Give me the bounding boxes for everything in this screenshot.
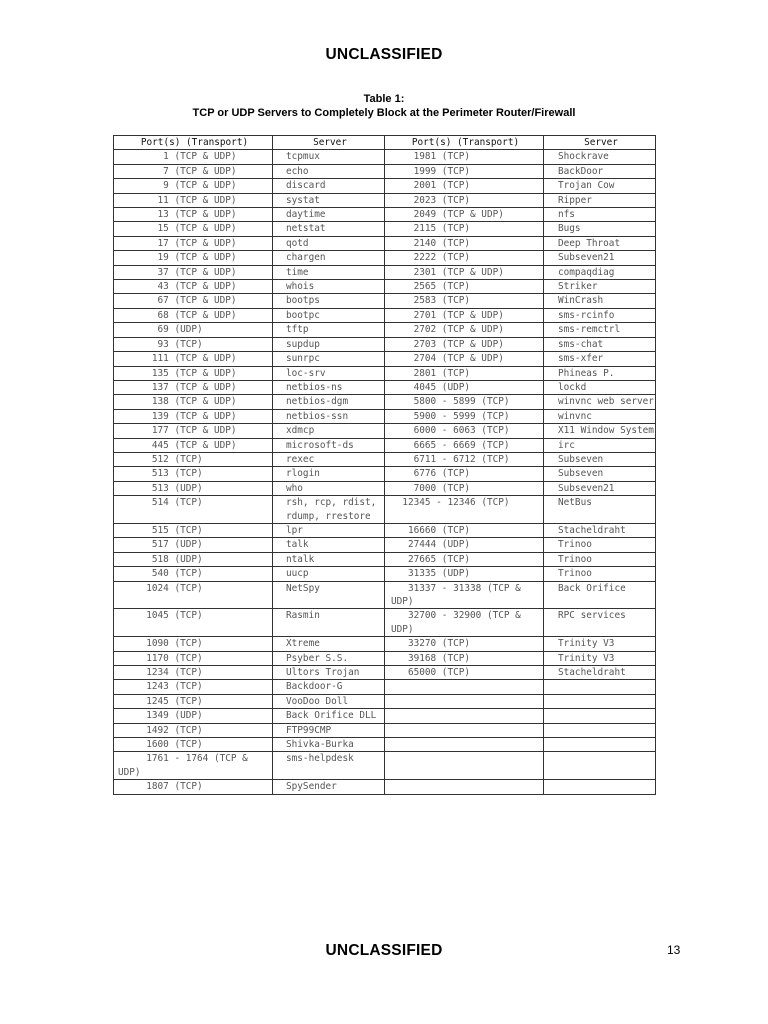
row-server-2: RPC services — [544, 609, 656, 637]
table-row — [114, 308, 656, 322]
row-ports: 19 (TCP & UDP) — [114, 251, 273, 265]
row-server: talk — [273, 538, 385, 552]
header-server-2: Server — [544, 136, 656, 150]
row-ports-2: 39168 (TCP) — [385, 651, 544, 665]
row-server: whois — [273, 280, 385, 294]
row-server-2: irc — [544, 438, 656, 452]
row-server-2: nfs — [544, 208, 656, 222]
row-ports: 1045 (TCP) — [114, 609, 273, 637]
row-ports: 1 (TCP & UDP) — [114, 150, 273, 164]
table-row — [114, 366, 656, 380]
row-ports-2: 2583 (TCP) — [385, 294, 544, 308]
row-server-2 — [544, 738, 656, 752]
row-server: sunrpc — [273, 352, 385, 366]
row-server: bootpc — [273, 308, 385, 322]
row-ports: 13 (TCP & UDP) — [114, 208, 273, 222]
table-row — [114, 780, 656, 794]
row-ports-2: 2115 (TCP) — [385, 222, 544, 236]
row-ports-2: 2001 (TCP) — [385, 179, 544, 193]
row-server: loc-srv — [273, 366, 385, 380]
row-ports: 111 (TCP & UDP) — [114, 352, 273, 366]
row-ports-2: 7000 (TCP) — [385, 481, 544, 495]
row-server: ntalk — [273, 552, 385, 566]
row-ports-2: 2702 (TCP & UDP) — [385, 323, 544, 337]
row-server: netbios-ns — [273, 380, 385, 394]
table-row — [114, 409, 656, 423]
row-server-2: winvnc — [544, 409, 656, 423]
row-ports: 1090 (TCP) — [114, 637, 273, 651]
table-row — [114, 193, 656, 207]
row-ports: 17 (TCP & UDP) — [114, 236, 273, 250]
row-server: rsh, rcp, rdist, rdump, rrestore — [273, 496, 385, 524]
row-ports: 7 (TCP & UDP) — [114, 164, 273, 178]
row-server-2: Subseven — [544, 452, 656, 466]
footer-classification: UNCLASSIFIED — [325, 942, 443, 959]
row-ports-2: 27665 (TCP) — [385, 552, 544, 566]
row-server-2: WinCrash — [544, 294, 656, 308]
row-ports-2: 65000 (TCP) — [385, 666, 544, 680]
row-ports: 37 (TCP & UDP) — [114, 265, 273, 279]
row-server-2 — [544, 694, 656, 708]
row-server-2: Shockrave — [544, 150, 656, 164]
row-server-2: Trinity V3 — [544, 651, 656, 665]
row-ports: 518 (UDP) — [114, 552, 273, 566]
table-row — [114, 609, 656, 637]
ports-table — [113, 135, 656, 795]
table-row — [114, 481, 656, 495]
row-ports-2: 5900 - 5999 (TCP) — [385, 409, 544, 423]
row-ports: 1170 (TCP) — [114, 651, 273, 665]
row-ports-2: 32700 - 32900 (TCP & UDP) — [385, 609, 544, 637]
row-ports-2: 6711 - 6712 (TCP) — [385, 452, 544, 466]
row-server: time — [273, 265, 385, 279]
row-server: NetSpy — [273, 581, 385, 609]
header-classification: UNCLASSIFIED — [325, 46, 443, 63]
row-ports-2: 2140 (TCP) — [385, 236, 544, 250]
row-ports-2: 5800 - 5899 (TCP) — [385, 395, 544, 409]
row-server-2: Striker — [544, 280, 656, 294]
row-ports: 15 (TCP & UDP) — [114, 222, 273, 236]
table-body — [114, 150, 656, 794]
row-ports-2: 2023 (TCP) — [385, 193, 544, 207]
row-server: lpr — [273, 523, 385, 537]
row-server-2: sms-chat — [544, 337, 656, 351]
table-row — [114, 538, 656, 552]
row-server: discard — [273, 179, 385, 193]
row-ports-2: 2701 (TCP & UDP) — [385, 308, 544, 322]
row-ports: 1349 (UDP) — [114, 709, 273, 723]
table-row — [114, 666, 656, 680]
row-server-2: lockd — [544, 380, 656, 394]
row-server: netbios-ssn — [273, 409, 385, 423]
row-ports-2: 2704 (TCP & UDP) — [385, 352, 544, 366]
table-row — [114, 424, 656, 438]
table-row — [114, 680, 656, 694]
row-ports: 512 (TCP) — [114, 452, 273, 466]
row-server-2: Trinity V3 — [544, 637, 656, 651]
row-ports: 1807 (TCP) — [114, 780, 273, 794]
row-ports-2: 2565 (TCP) — [385, 280, 544, 294]
row-server-2: Trinoo — [544, 567, 656, 581]
table-row — [114, 150, 656, 164]
row-ports: 517 (UDP) — [114, 538, 273, 552]
row-ports: 1600 (TCP) — [114, 738, 273, 752]
row-server: Backdoor-G — [273, 680, 385, 694]
row-server: bootps — [273, 294, 385, 308]
row-server: sms-helpdesk — [273, 752, 385, 780]
row-ports-2: 2801 (TCP) — [385, 366, 544, 380]
row-server-2: NetBus — [544, 496, 656, 524]
row-ports-2: 2222 (TCP) — [385, 251, 544, 265]
row-server: Ultors Trojan — [273, 666, 385, 680]
row-server: supdup — [273, 337, 385, 351]
row-server: uucp — [273, 567, 385, 581]
row-ports: 68 (TCP & UDP) — [114, 308, 273, 322]
table-row — [114, 236, 656, 250]
table-row — [114, 380, 656, 394]
row-server-2: Phineas P. — [544, 366, 656, 380]
table-row — [114, 294, 656, 308]
table-row — [114, 164, 656, 178]
row-ports-2 — [385, 780, 544, 794]
row-server-2 — [544, 709, 656, 723]
row-ports-2: 16660 (TCP) — [385, 523, 544, 537]
table-row — [114, 452, 656, 466]
page-number: 13 — [667, 943, 681, 957]
table-row — [114, 280, 656, 294]
row-server: microsoft-ds — [273, 438, 385, 452]
row-server-2: Ripper — [544, 193, 656, 207]
row-ports: 135 (TCP & UDP) — [114, 366, 273, 380]
row-server: echo — [273, 164, 385, 178]
row-server-2: Subseven — [544, 467, 656, 481]
row-server: netbios-dgm — [273, 395, 385, 409]
row-server: tftp — [273, 323, 385, 337]
header-ports-2: Port(s) (Transport) — [385, 136, 544, 150]
row-server-2: Subseven21 — [544, 251, 656, 265]
row-server: chargen — [273, 251, 385, 265]
row-server-2: X11 Window System — [544, 424, 656, 438]
row-server: SpySender — [273, 780, 385, 794]
row-ports: 43 (TCP & UDP) — [114, 280, 273, 294]
table-row — [114, 637, 656, 651]
row-ports: 177 (TCP & UDP) — [114, 424, 273, 438]
row-ports-2: 6665 - 6669 (TCP) — [385, 438, 544, 452]
row-server-2: Trinoo — [544, 552, 656, 566]
row-server-2: winvnc web server — [544, 395, 656, 409]
row-server-2: Back Orifice — [544, 581, 656, 609]
row-server-2: Stacheldraht — [544, 523, 656, 537]
row-server-2 — [544, 780, 656, 794]
row-server-2: sms-xfer — [544, 352, 656, 366]
header-server-1: Server — [273, 136, 385, 150]
row-ports-2: 4045 (UDP) — [385, 380, 544, 394]
row-server-2: sms-rcinfo — [544, 308, 656, 322]
table-row — [114, 567, 656, 581]
row-server: rlogin — [273, 467, 385, 481]
row-server: netstat — [273, 222, 385, 236]
row-ports-2: 27444 (UDP) — [385, 538, 544, 552]
row-ports-2 — [385, 680, 544, 694]
row-ports: 1492 (TCP) — [114, 723, 273, 737]
row-ports-2 — [385, 723, 544, 737]
table-row — [114, 738, 656, 752]
row-server-2: Bugs — [544, 222, 656, 236]
row-server: tcpmux — [273, 150, 385, 164]
row-server: Rasmin — [273, 609, 385, 637]
row-server: who — [273, 481, 385, 495]
row-ports-2 — [385, 738, 544, 752]
row-ports: 513 (TCP) — [114, 467, 273, 481]
row-ports: 1024 (TCP) — [114, 581, 273, 609]
table-row — [114, 752, 656, 780]
row-ports: 1234 (TCP) — [114, 666, 273, 680]
row-server: VooDoo Doll — [273, 694, 385, 708]
table-row — [114, 709, 656, 723]
row-server: daytime — [273, 208, 385, 222]
row-server-2 — [544, 680, 656, 694]
row-ports-2: 1981 (TCP) — [385, 150, 544, 164]
row-ports-2: 6776 (TCP) — [385, 467, 544, 481]
row-ports: 513 (UDP) — [114, 481, 273, 495]
row-ports: 514 (TCP) — [114, 496, 273, 524]
row-server: rexec — [273, 452, 385, 466]
table-row — [114, 438, 656, 452]
row-ports: 138 (TCP & UDP) — [114, 395, 273, 409]
row-ports-2: 2301 (TCP & UDP) — [385, 265, 544, 279]
row-ports: 445 (TCP & UDP) — [114, 438, 273, 452]
row-ports: 515 (TCP) — [114, 523, 273, 537]
row-server: qotd — [273, 236, 385, 250]
row-server: Psyber S.S. — [273, 651, 385, 665]
row-ports-2: 2049 (TCP & UDP) — [385, 208, 544, 222]
table-title: TCP or UDP Servers to Completely Block at the Perimeter Router/Firewall — [192, 106, 576, 119]
row-ports-2: 31337 - 31338 (TCP & UDP) — [385, 581, 544, 609]
table-row — [114, 694, 656, 708]
table-row — [114, 467, 656, 481]
row-server-2: compaqdiag — [544, 265, 656, 279]
table-row — [114, 581, 656, 609]
row-server-2: Subseven21 — [544, 481, 656, 495]
row-ports: 1761 - 1764 (TCP & UDP) — [114, 752, 273, 780]
row-server: Shivka-Burka — [273, 738, 385, 752]
row-ports-2 — [385, 752, 544, 780]
row-ports: 9 (TCP & UDP) — [114, 179, 273, 193]
table-header-row — [114, 136, 656, 150]
row-ports: 1245 (TCP) — [114, 694, 273, 708]
row-server-2 — [544, 723, 656, 737]
table-row — [114, 352, 656, 366]
row-server-2: BackDoor — [544, 164, 656, 178]
row-ports: 93 (TCP) — [114, 337, 273, 351]
row-server: systat — [273, 193, 385, 207]
table-caption — [0, 93, 768, 120]
row-server-2: Trojan Cow — [544, 179, 656, 193]
row-ports: 540 (TCP) — [114, 567, 273, 581]
row-ports: 69 (UDP) — [114, 323, 273, 337]
row-server-2: Deep Throat — [544, 236, 656, 250]
row-server: FTP99CMP — [273, 723, 385, 737]
row-ports-2 — [385, 709, 544, 723]
table-row — [114, 179, 656, 193]
row-ports: 67 (TCP & UDP) — [114, 294, 273, 308]
header-ports-1: Port(s) (Transport) — [114, 136, 273, 150]
row-ports: 11 (TCP & UDP) — [114, 193, 273, 207]
row-ports-2: 6000 - 6063 (TCP) — [385, 424, 544, 438]
row-ports-2: 12345 - 12346 (TCP) — [385, 496, 544, 524]
row-ports-2 — [385, 694, 544, 708]
row-ports-2: 33270 (TCP) — [385, 637, 544, 651]
table-row — [114, 496, 656, 524]
table-row — [114, 552, 656, 566]
row-server: Back Orifice DLL — [273, 709, 385, 723]
row-server: Xtreme — [273, 637, 385, 651]
table-row — [114, 523, 656, 537]
table-row — [114, 337, 656, 351]
row-ports-2: 2703 (TCP & UDP) — [385, 337, 544, 351]
row-ports: 139 (TCP & UDP) — [114, 409, 273, 423]
table-row — [114, 651, 656, 665]
table-row — [114, 265, 656, 279]
table-row — [114, 323, 656, 337]
row-server-2: Trinoo — [544, 538, 656, 552]
row-ports-2: 31335 (UDP) — [385, 567, 544, 581]
table-row — [114, 222, 656, 236]
row-ports: 1243 (TCP) — [114, 680, 273, 694]
table-label: Table 1: — [363, 93, 405, 105]
row-server-2 — [544, 752, 656, 780]
table-row — [114, 208, 656, 222]
table-row — [114, 251, 656, 265]
row-server: xdmcp — [273, 424, 385, 438]
row-server-2: sms-remctrl — [544, 323, 656, 337]
table-row — [114, 395, 656, 409]
table-row — [114, 723, 656, 737]
row-ports: 137 (TCP & UDP) — [114, 380, 273, 394]
row-server-2: Stacheldraht — [544, 666, 656, 680]
row-ports-2: 1999 (TCP) — [385, 164, 544, 178]
